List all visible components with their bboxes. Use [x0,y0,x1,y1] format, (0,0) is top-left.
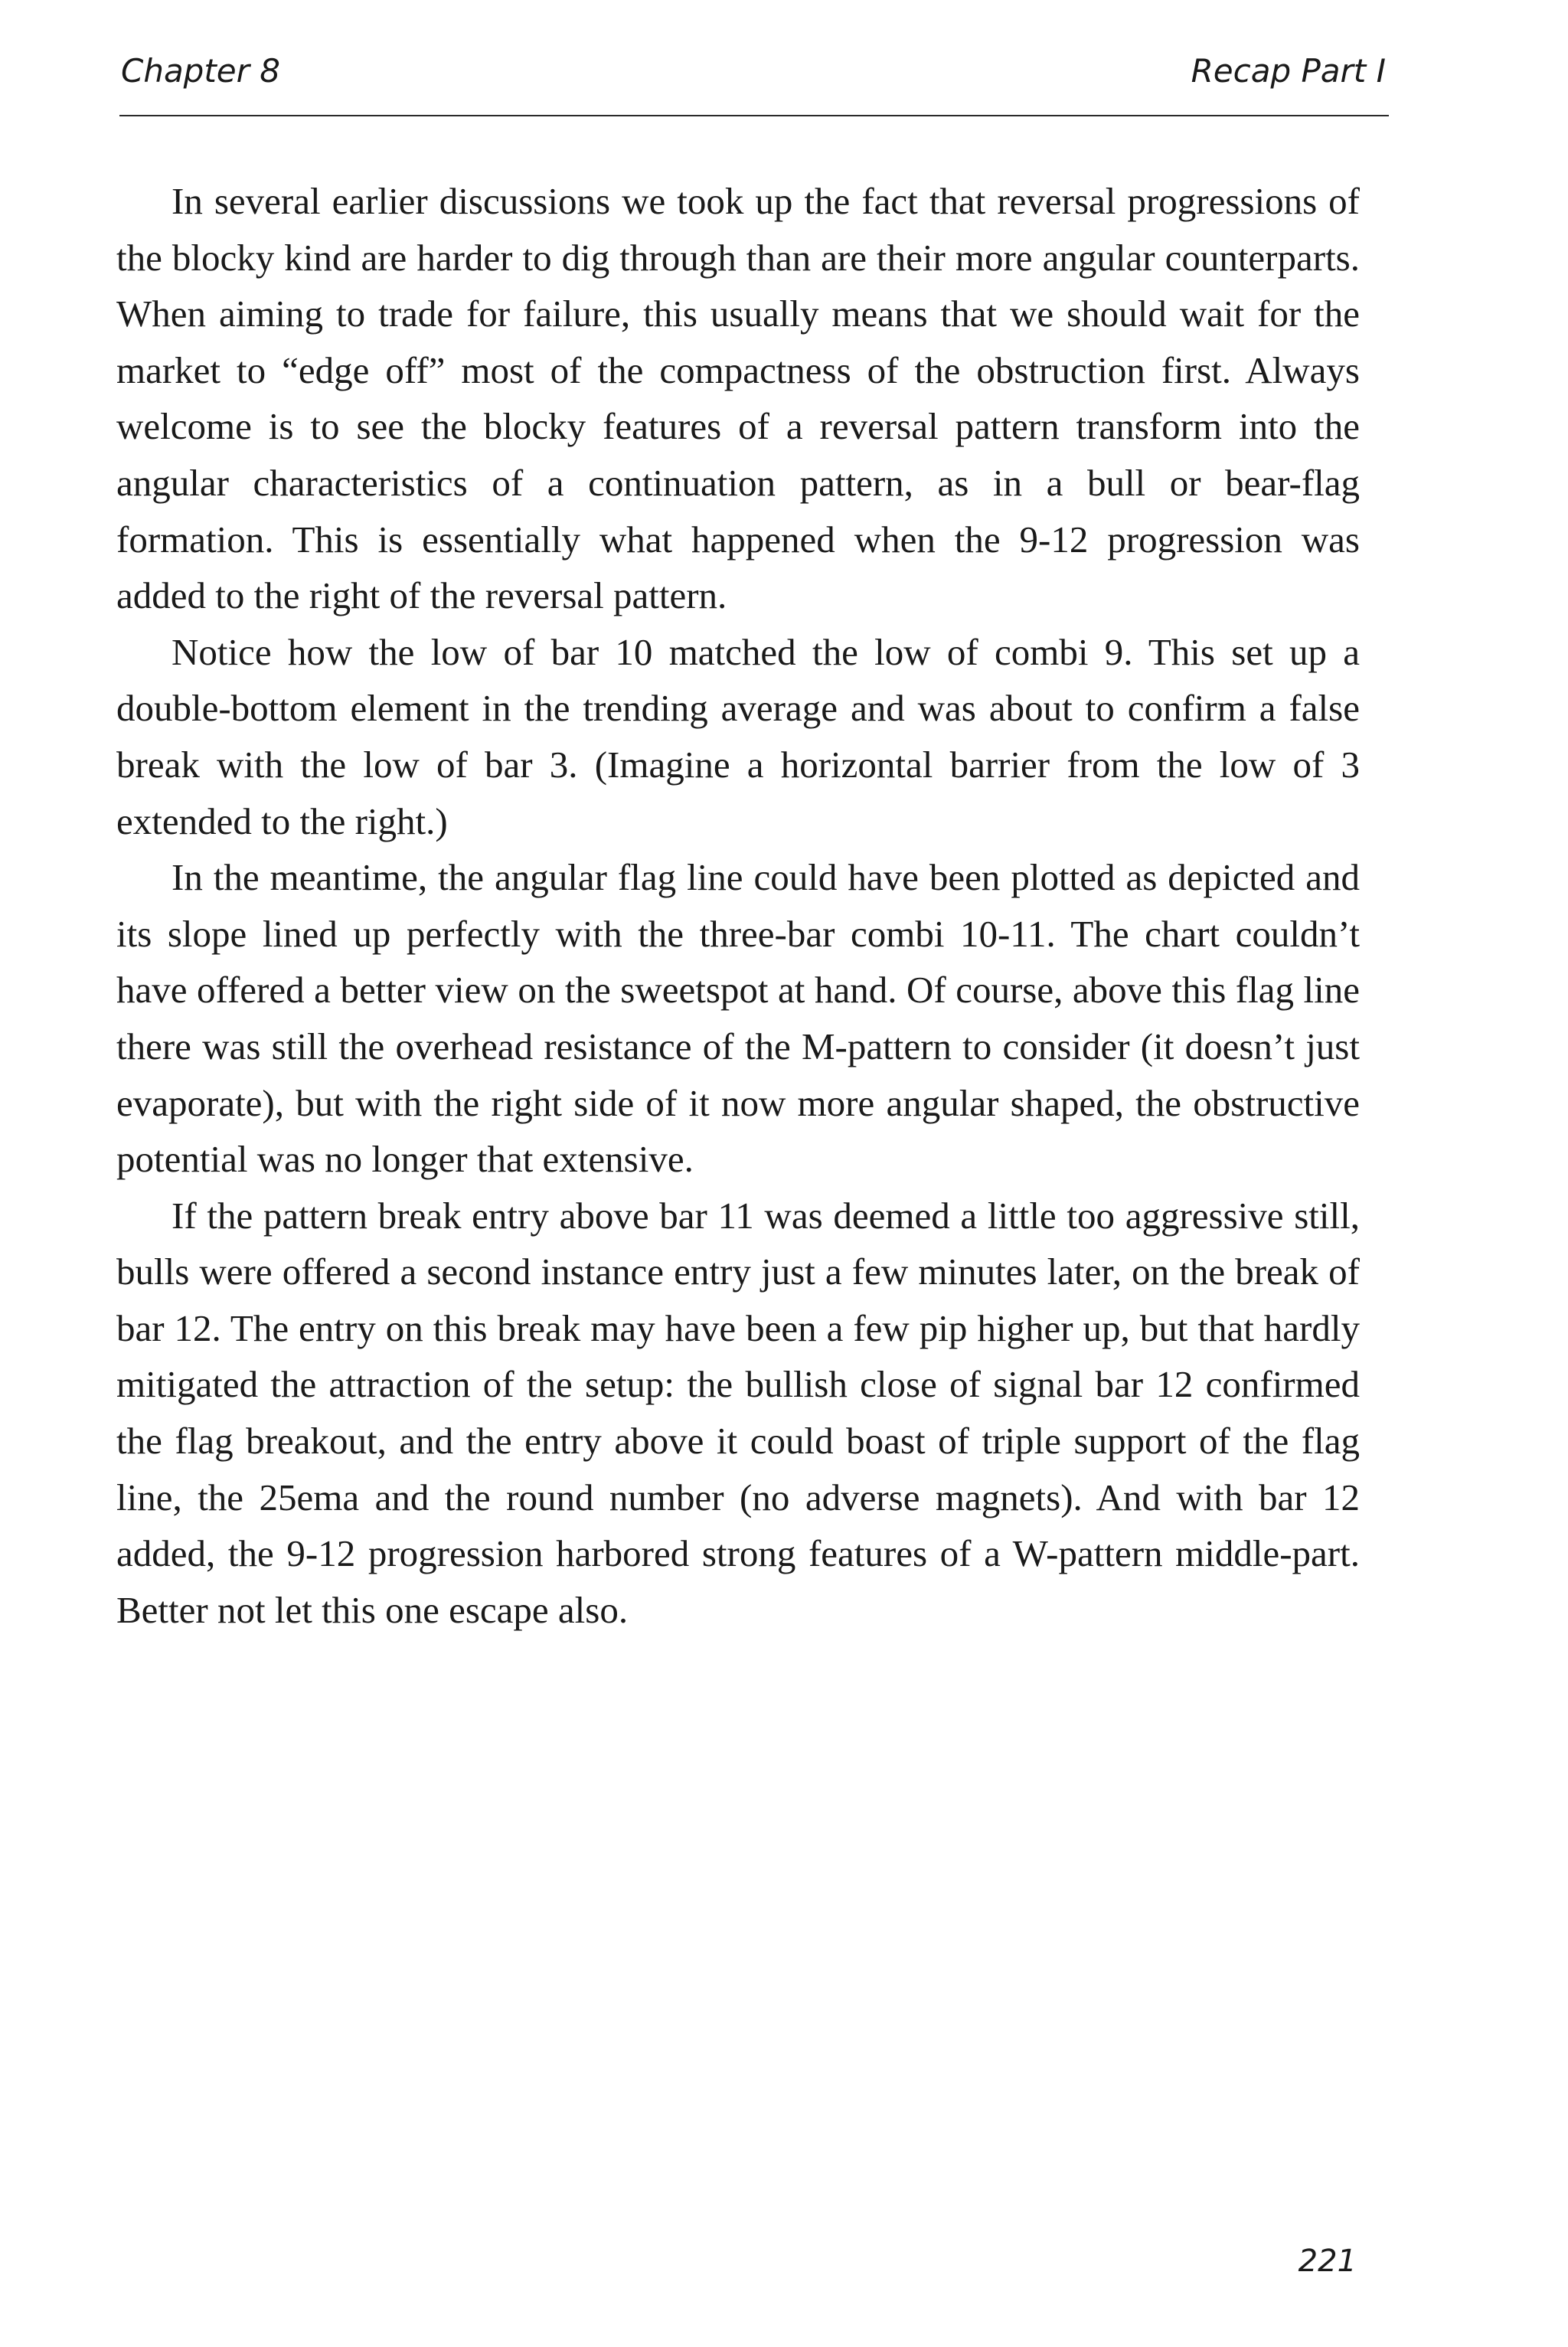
section-label: Recap Part I [1191,52,1386,90]
chapter-label: Chapter 8 [121,52,280,90]
page-number: 221 [1298,2244,1357,2279]
paragraph: Notice how the low of bar 10 matched the low of combi 9. This set up a double-bottom element in the trending average and was about to confirm a false break with the low of bar 3. (Imagine a horizontal barrier from the low of 3 extended to the right.) [116,630,1360,842]
paragraph: If the pattern break entry above bar 11 was deemed a little too aggressive still, bulls were offered a second instance entry just a few minutes later, on the break of bar 12. The entry on this break may have been a few pip higher up, but that hardly mitigated the attraction of the setup: the bullish close of signal bar 12 confirmed the flag breakout, and the entry above it could boast of triple support of the flag line, the 25ema and the round number (no adverse magnets). And with bar 12 added, the 9-12 progression harbored strong features of a W-pattern middle-part. Better not let this one escape also. [116,1194,1360,1631]
running-head [119,49,1389,116]
paragraph: In several earlier discussions we took up the fact that reversal progressions of the blocky kind are harder to dig through than are their more angular counterparts. When aiming to trade for failure, this usually means that we should wait for the market to “edge off” most of the compactness of the obstruction first. Always welcome is to see the blocky features of a reversal pattern transform into the angular characteristics of a continuation pattern, as in a bull or bear-flag formation. This is essentially what happened when the 9-12 progression was added to the right of the reversal pattern. [116,180,1360,617]
paragraph: In the meantime, the angular flag line could have been plotted as depicted and its slope lined up perfectly with the three-bar combi 10-11. The chart couldn’t have offered a better view on the sweetspot at hand. Of course, above this flag line there was still the overhead resistance of the M-pattern to consider (it doesn’t just evaporate), but with the right side of it now more angular shaped, the obstructive potential was no longer that extensive. [116,856,1360,1181]
body-text [116,173,1360,1638]
